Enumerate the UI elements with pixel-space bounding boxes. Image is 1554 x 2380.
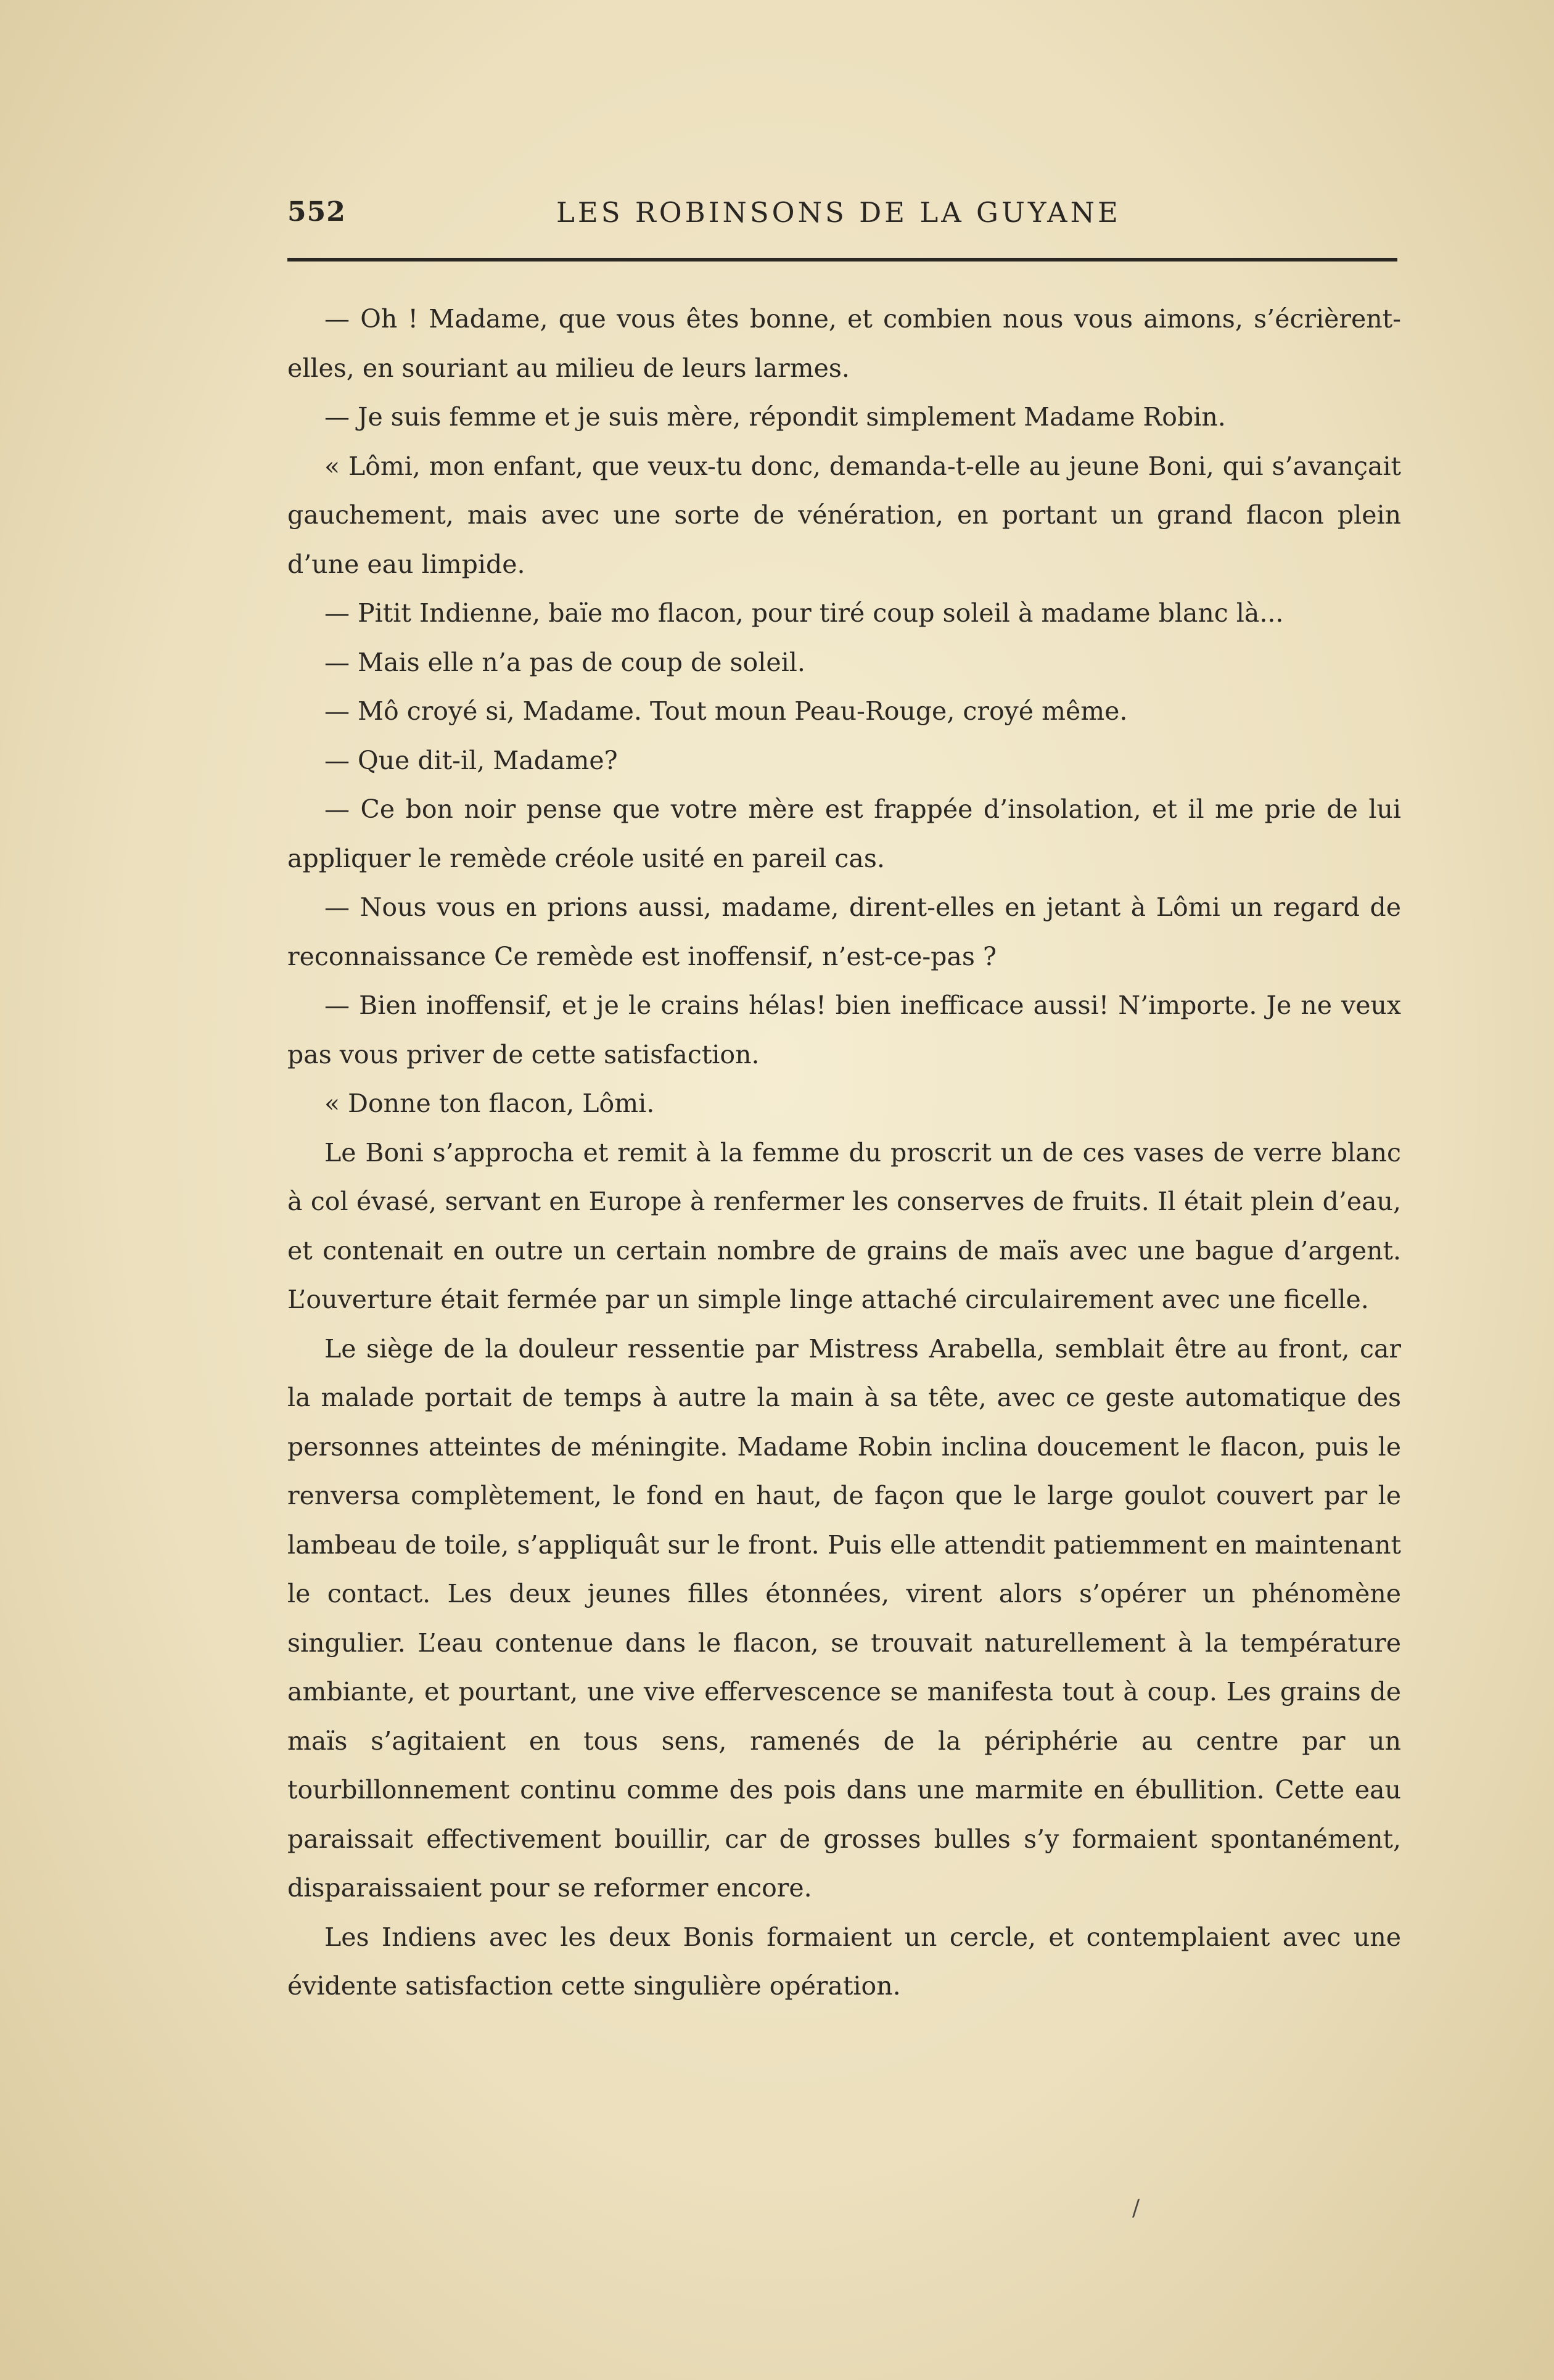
header-rule xyxy=(287,258,1397,261)
paragraph: — Ce bon noir pense que votre mère est frappée d’insolation, et il me prie de lui appliquer le remède créole usité en pareil cas. xyxy=(287,794,1401,873)
paragraph: Les Indiens avec les deux Bonis formaient un cercle, et contemplaient avec une évidente satisfaction cette singulière opération. xyxy=(287,1922,1401,2001)
paragraph: — Oh ! Madame, que vous êtes bonne, et combien nous vous aimons, s’écrièrent-elles, en souriant au milieu de leurs larmes. xyxy=(287,304,1401,383)
running-title: LES ROBINSONS DE LA GUYANE xyxy=(556,196,1121,229)
paragraph: — Je suis femme et je suis mère, répondit simplement Madame Robin. xyxy=(324,402,1226,432)
paragraph: — Mais elle n’a pas de coup de soleil. xyxy=(324,647,805,677)
paragraph: « Lômi, mon enfant, que veux-tu donc, demanda-t-elle au jeune Boni, qui s’avançait gauchement, mais avec une sorte de vénération, en portant un grand flacon plein d’une eau limpide. xyxy=(287,451,1401,579)
stray-mark: / xyxy=(1132,2196,1140,2221)
page-number: 552 xyxy=(287,196,346,228)
paragraph: Le Boni s’approcha et remit à la femme du proscrit un de ces vases de verre blanc à col évasé, servant en Europe à renfermer les conserves de fruits. Il était plein d’eau, et contenait en outre un certain nombre de grains de maïs avec une bague d’argent. L’ouverture était fermée par un simple linge attaché circulairement avec une ficelle. xyxy=(287,1137,1401,1314)
paragraph: — Nous vous en prions aussi, madame, dirent-elles en jetant à Lômi un regard de reconnaissance Ce remède est inoffensif, n’est-ce-pas ? xyxy=(287,892,1401,971)
paragraph: — Pitit Indienne, baïe mo flacon, pour tiré coup soleil à madame blanc là... xyxy=(324,598,1284,628)
paragraph: — Que dit-il, Madame? xyxy=(324,745,618,775)
paragraph: — Bien inoffensif, et je le crains hélas! bien inefficace aussi! N’importe. Je ne veux pas vous priver de cette satisfaction. xyxy=(287,990,1401,1069)
paragraph: « Donne ton flacon, Lômi. xyxy=(324,1089,655,1118)
body-text xyxy=(287,295,1401,2011)
paragraph: — Mô croyé si, Madame. Tout moun Peau-Rouge, croyé même. xyxy=(324,696,1128,726)
page-header xyxy=(287,196,1397,239)
paragraph: Le siège de la douleur ressentie par Mistress Arabella, semblait être au front, car la malade portait de temps à autre la main à sa tête, avec ce geste automatique des personnes atteintes de méningite. Madame Robin inclina doucement le flacon, puis le renversa complètement, le fond en haut, de façon que le large goulot couvert par le lambeau de toile, s’appliquât sur le front. Puis elle attendit patiemment en maintenant le contact. Les deux jeunes filles étonnées, virent alors s’opérer un phénomène singulier. L’eau contenue dans le flacon, se trouvait naturellement à la température ambiante, et pourtant, une vive effervescence se manifesta tout à coup. Les grains de maïs s’agitaient en tous sens, ramenés de la périphérie au centre par un tourbillonnement continu comme des pois dans une marmite en ébullition. Cette eau paraissait effectivement bouillir, car de grosses bulles s’y formaient spontanément, disparaissaient pour se reformer encore. xyxy=(287,1333,1401,1903)
